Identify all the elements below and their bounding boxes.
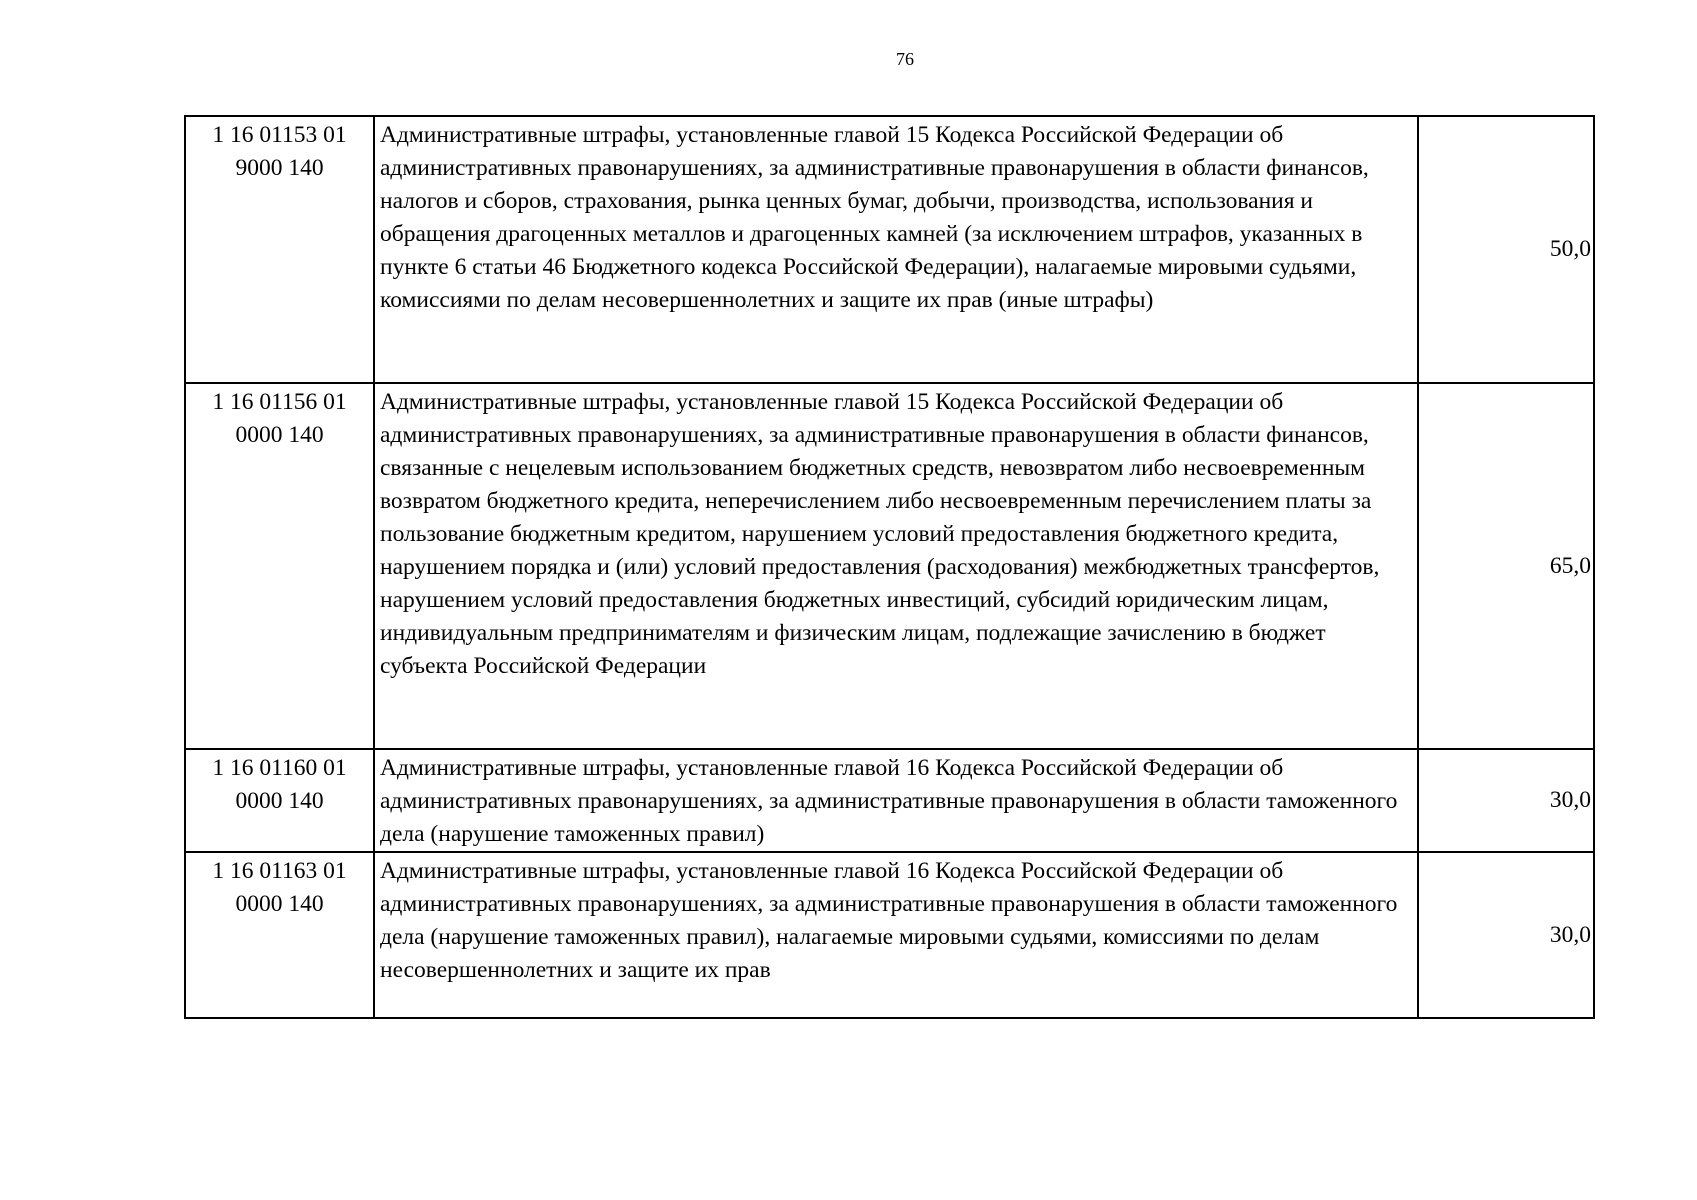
table-row xyxy=(185,852,1594,1018)
description-cell: Административные штрафы, установленные главой 15 Кодекса Российской Федерации об административных правонарушениях, за административные правонарушения в области финансов, налогов и сборов, страхования, рынка ценных бумаг, добычи, производства, использования и обращения драгоценных металлов и драгоценных камней (за исключением штрафов, указанных в пункте 6 статьи 46 Бюджетного кодекса Российской Федерации), налагаемые мировыми судьями, комиссиями по делам несовершеннолетних и защите их прав (иные штрафы) xyxy=(374,116,1418,383)
budget-revenue-table xyxy=(184,115,1595,1019)
budget-code-cell: 1 16 01156 01 0000 140 xyxy=(185,383,374,749)
amount-cell: 50,0 xyxy=(1418,116,1594,383)
amount-cell: 65,0 xyxy=(1418,383,1594,749)
amount-cell: 30,0 xyxy=(1418,749,1594,852)
description-cell: Административные штрафы, установленные главой 16 Кодекса Российской Федерации об административных правонарушениях, за административные правонарушения в области таможенного дела (нарушение таможенных правил), налагаемые мировыми судьями, комиссиями по делам несовершеннолетних и защите их прав xyxy=(374,852,1418,1018)
budget-code-cell: 1 16 01163 01 0000 140 xyxy=(185,852,374,1018)
budget-code-cell: 1 16 01153 01 9000 140 xyxy=(185,116,374,383)
table-row xyxy=(185,749,1594,852)
description-cell: Административные штрафы, установленные главой 15 Кодекса Российской Федерации об административных правонарушениях, за административные правонарушения в области финансов, связанные с нецелевым использованием бюджетных средств, невозвратом либо несвоевременным возвратом бюджетного кредита, неперечислением либо несвоевременным перечислением платы за пользование бюджетным кредитом, нарушением условий предоставления бюджетного кредита, нарушением порядка и (или) условий предоставления (расходования) межбюджетных трансфертов, нарушением условий предоставления бюджетных инвестиций, субсидий юридическим лицам, индивидуальным предпринимателям и физическим лицам, подлежащие зачислению в бюджет субъекта Российской Федерации xyxy=(374,383,1418,749)
table-row xyxy=(185,383,1594,749)
budget-code-cell: 1 16 01160 01 0000 140 xyxy=(185,749,374,852)
description-cell: Административные штрафы, установленные главой 16 Кодекса Российской Федерации об административных правонарушениях, за административные правонарушения в области таможенного дела (нарушение таможенных правил) xyxy=(374,749,1418,852)
amount-cell: 30,0 xyxy=(1418,852,1594,1018)
table-row xyxy=(185,116,1594,383)
page-number: 76 xyxy=(896,49,914,69)
